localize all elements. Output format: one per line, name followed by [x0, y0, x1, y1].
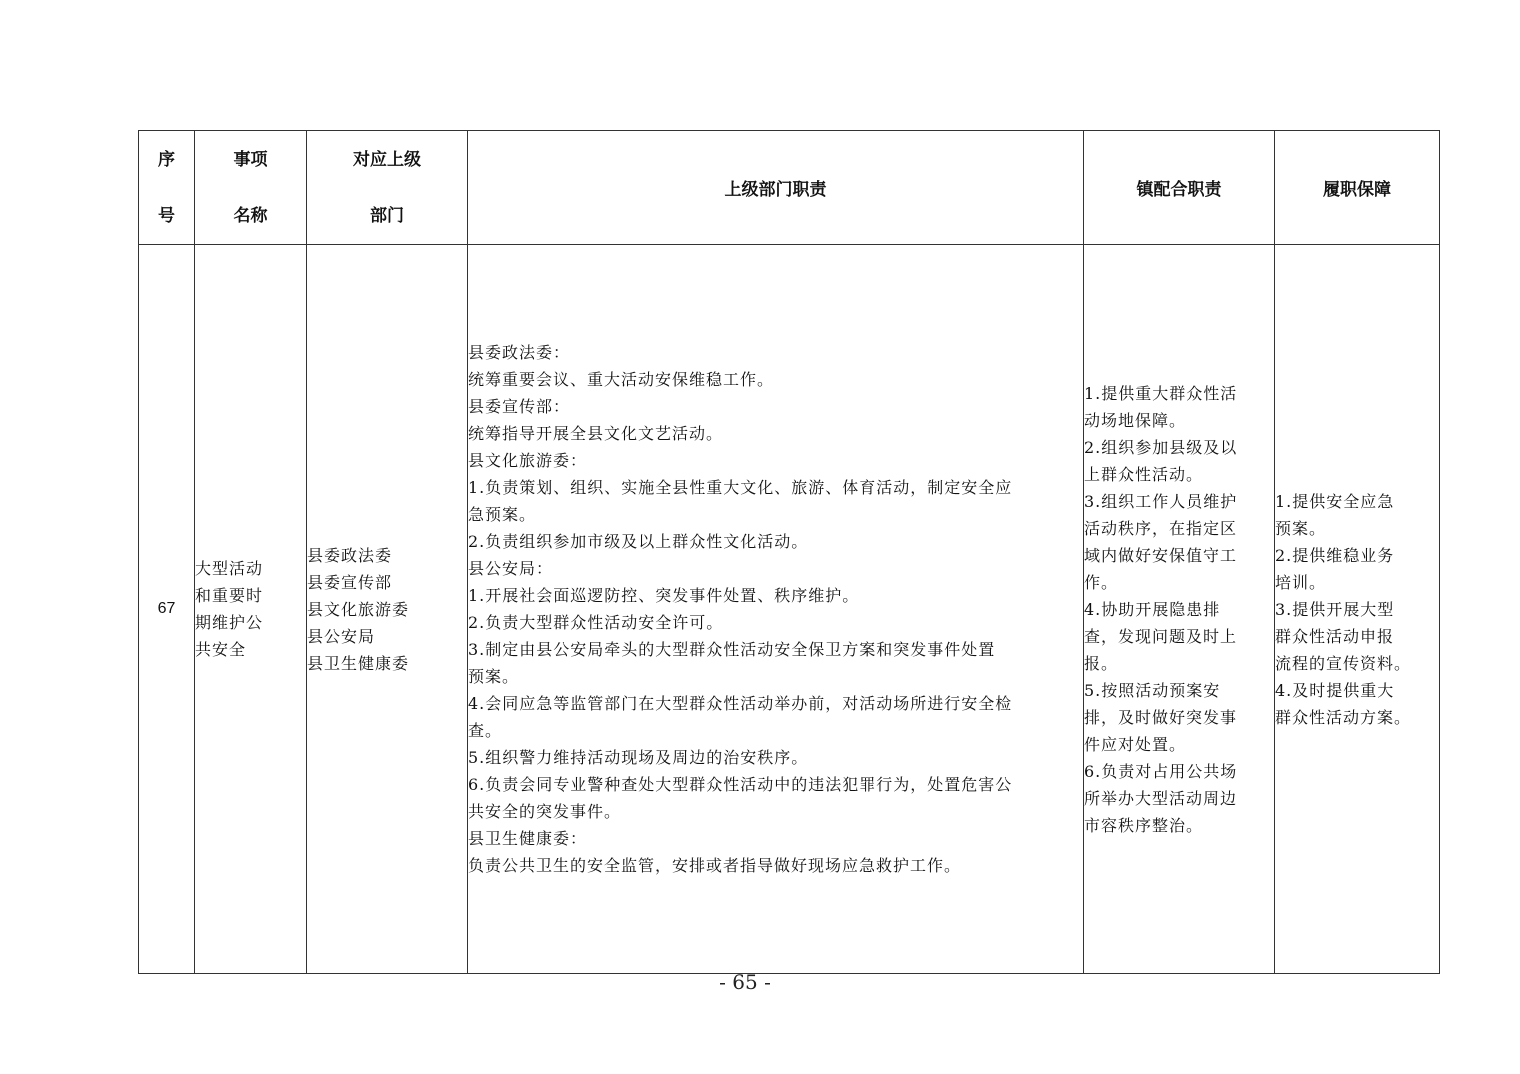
row-item-name: 大型活动 和重要时 期维护公 共安全	[195, 245, 307, 974]
row-town-duties: 1.提供重大群众性活 动场地保障。 2.组织参加县级及以 上群众性活动。 3.组织工作人员维护 活动秩序，在指定区 域内做好安保值守工 作。 4.协助开展隐患排 查，发现问题及时上 报。 5.按照活动预案安 排，及时做好突发事 件应对处置。 6.负责对占用公共场 所举办大型活动周边 市容秩序整治。	[1084, 245, 1275, 974]
header-item-name: 事项 名称	[195, 131, 307, 245]
header-town-duty: 镇配合职责	[1084, 131, 1275, 245]
header-guarantee: 履职保障	[1275, 131, 1440, 245]
row-superior-duties: 县委政法委： 统筹重要会议、重大活动安保维稳工作。 县委宣传部： 统筹指导开展全县文化文艺活动。 县文化旅游委： 1.负责策划、组织、实施全县性重大文化、旅游、体育活动，制定安全应 急预案。 2.负责组织参加市级及以上群众性文化活动。 县公安局： 1.开展社会面巡逻防控、突发事件处置、秩序维护。 2.负责大型群众性活动安全许可。 3.制定由县公安局牵头的大型群众性活动安全保卫方案和突发事件处置 预案。 4.会同应急等监管部门在大型群众性活动举办前，对活动场所进行安全检 查。 5.组织警力维持活动现场及周边的治安秩序。 6.负责会同专业警种查处大型群众性活动中的违法犯罪行为，处置危害公 共安全的突发事件。 县卫生健康委： 负责公共卫生的安全监管，安排或者指导做好现场应急救护工作。	[468, 245, 1084, 974]
row-departments: 县委政法委 县委宣传部 县文化旅游委 县公安局 县卫生健康委	[307, 245, 468, 974]
table-header-row	[139, 131, 1440, 245]
row-guarantees: 1.提供安全应急 预案。 2.提供维稳业务 培训。 3.提供开展大型 群众性活动申报 流程的宣传资料。 4.及时提供重大 群众性活动方案。	[1275, 245, 1440, 974]
table-row	[139, 245, 1440, 974]
page-number: - 65 -	[719, 970, 771, 994]
row-seq: 67	[139, 245, 195, 974]
header-seq: 序 号	[139, 131, 195, 245]
header-superior-department: 对应上级 部门	[307, 131, 468, 245]
duty-table	[138, 130, 1440, 974]
header-superior-duty: 上级部门职责	[468, 131, 1084, 245]
